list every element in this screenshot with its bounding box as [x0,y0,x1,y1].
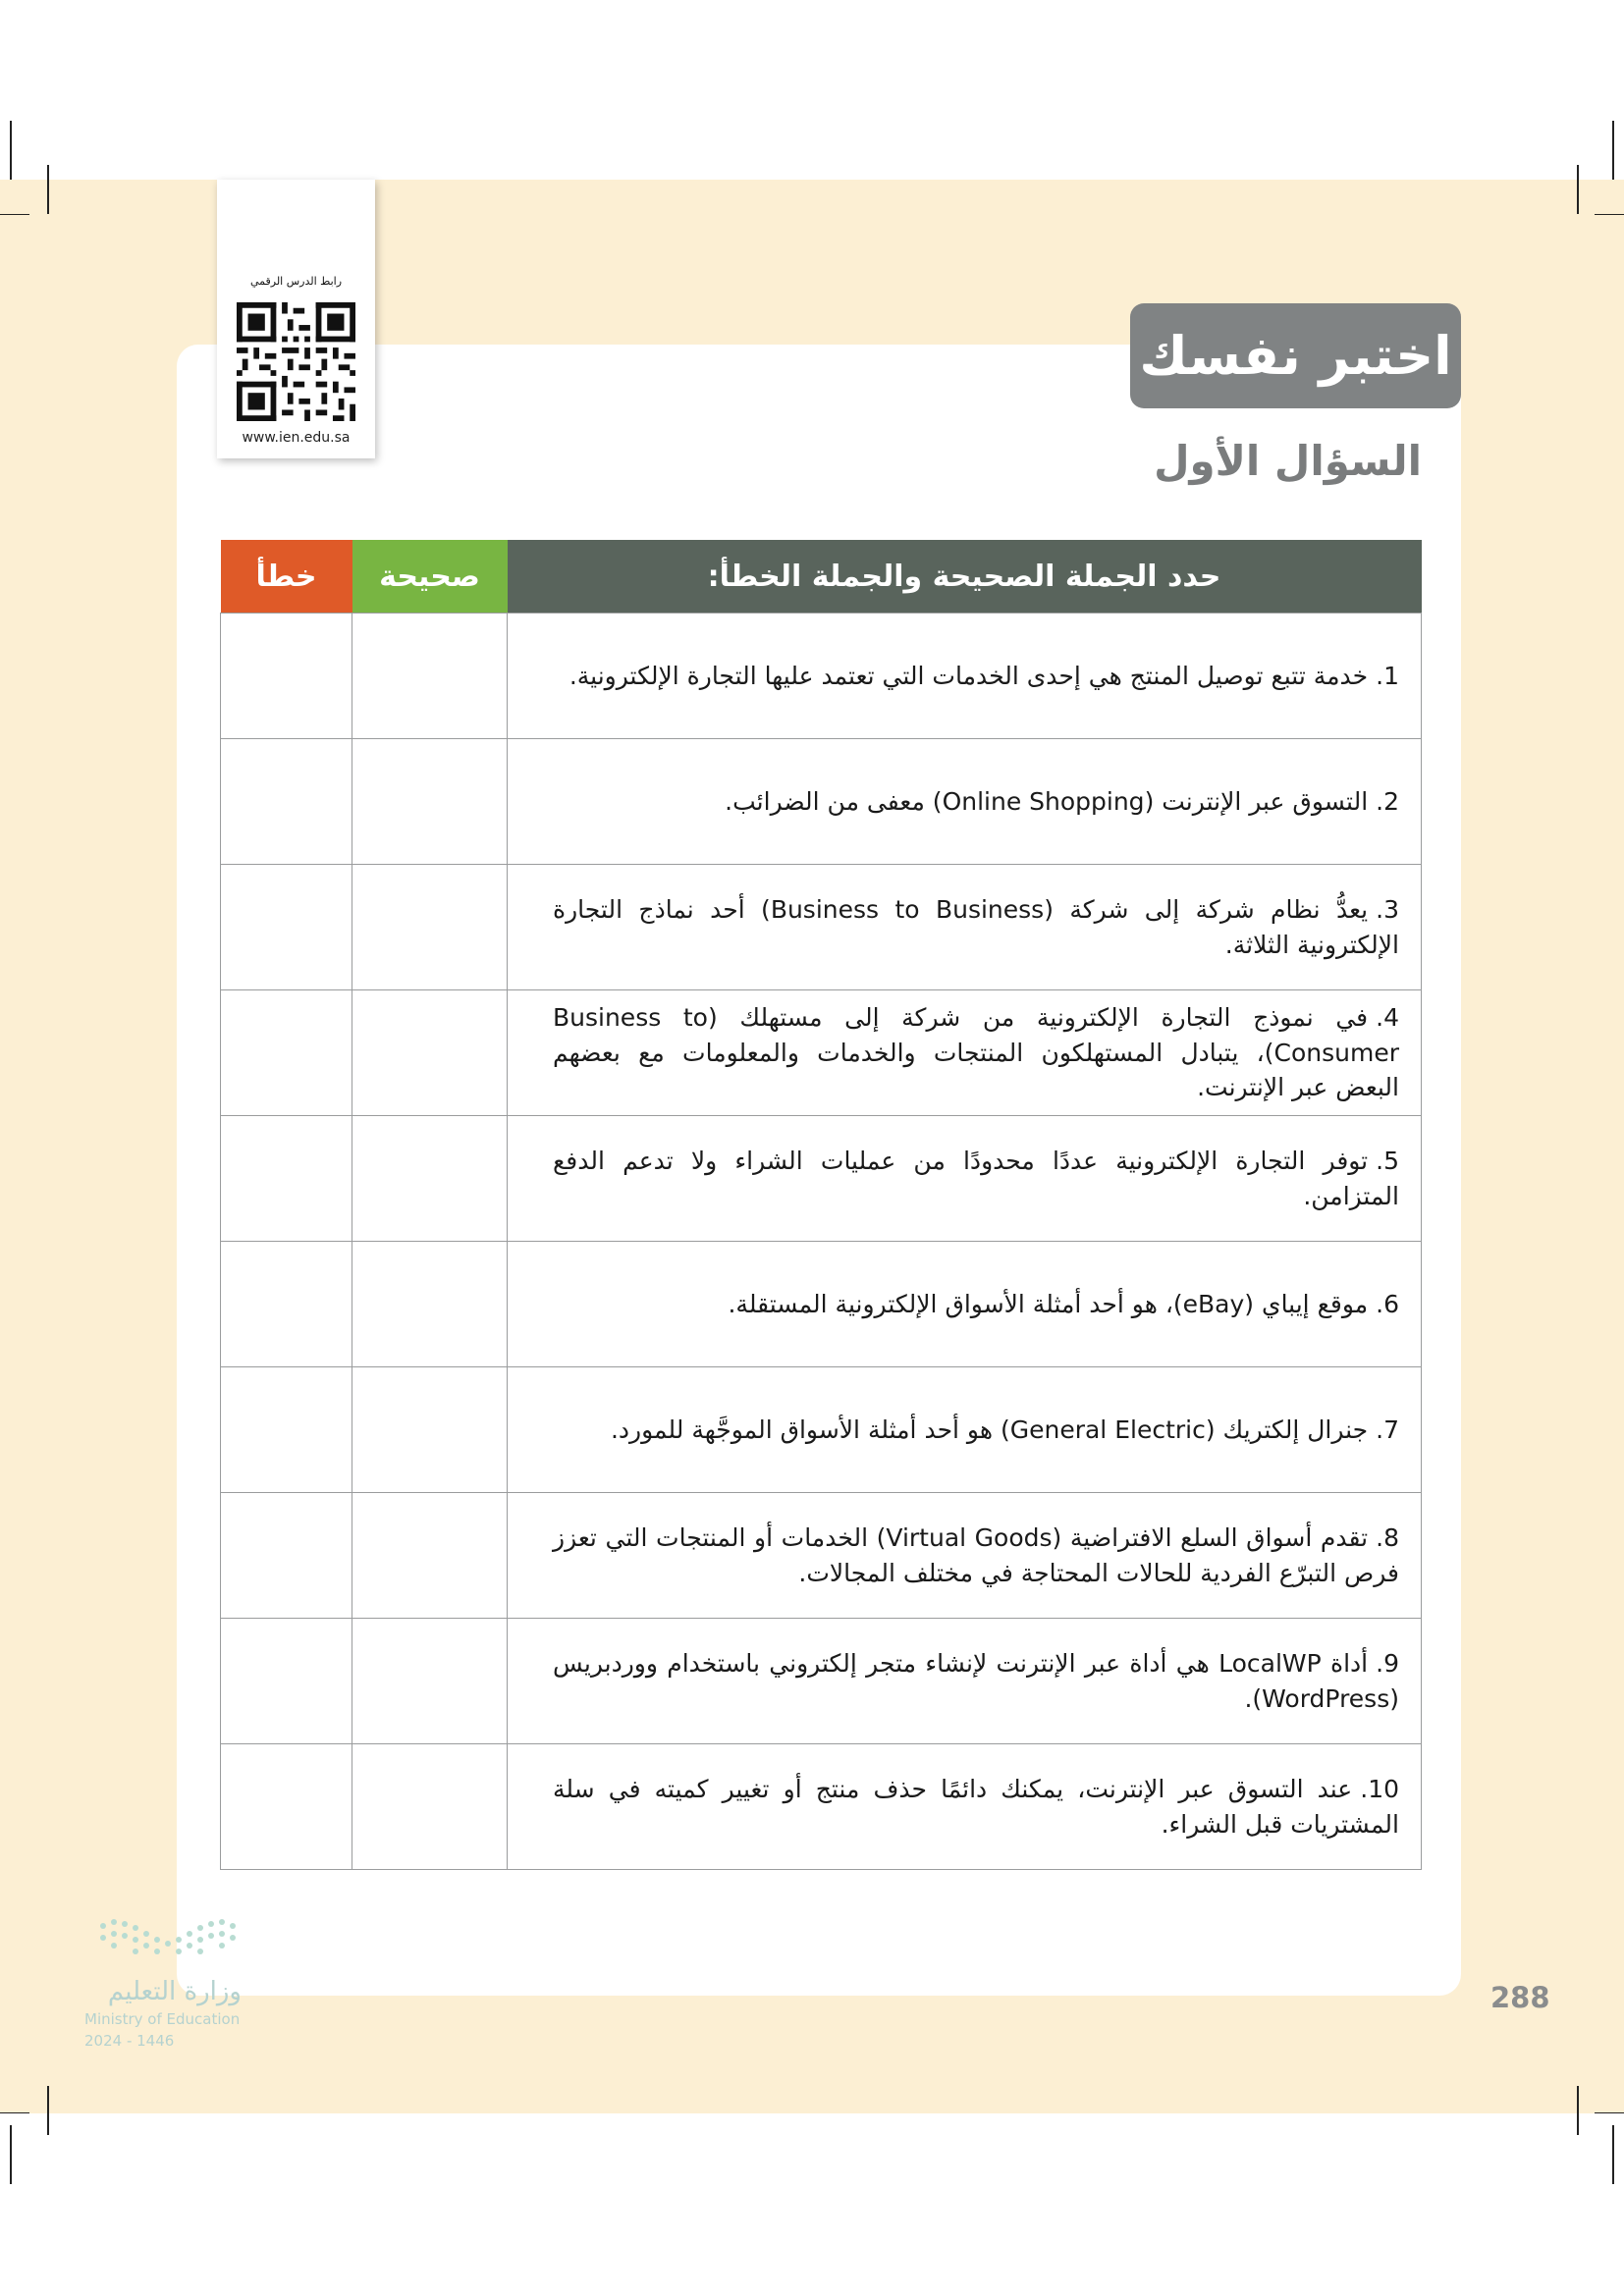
false-column-header: خطأ [221,540,352,614]
statement-number: 3. [1376,895,1400,924]
statement-cell [508,614,1422,739]
table-row [221,1116,1422,1242]
statement-number: 8. [1376,1523,1399,1552]
table-row [221,865,1422,990]
section-tag: اختبر نفسك [1130,303,1461,408]
crop-mark [47,2086,49,2135]
crop-mark [1612,121,1614,180]
crop-mark [1595,214,1624,215]
statement-number: 6. [1376,1289,1399,1318]
statement-cell [508,1116,1422,1242]
true-answer-cell[interactable] [352,1242,508,1367]
crop-mark [1612,2125,1614,2184]
statement-number: 9. [1376,1649,1399,1678]
statement-number: 5. [1376,1147,1399,1175]
statement-text: توفر التجارة الإلكترونية عددًا محدودًا من عمليات الشراء ولا تدعم الدفع المتزامن. [553,1147,1399,1210]
statement-cell [508,1493,1422,1619]
statement-text: تقدم أسواق السلع الافتراضية (Virtual Goods) الخدمات أو المنتجات التي تعزز فرص التبرّع الفردية للحالات المحتاجة في مختلف المجالات. [553,1523,1399,1587]
false-answer-cell[interactable] [221,865,352,990]
statement-text: عند التسوق عبر الإنترنت، يمكنك دائمًا حذف منتج أو تغيير كميته في سلة المشتريات قبل الشراء. [553,1775,1399,1839]
true-answer-cell[interactable] [352,1367,508,1493]
statement-cell [508,1619,1422,1744]
statement-text: جنرال إلكتريك (General Electric) هو أحد أمثلة الأسواق الموجَّهة للمورد. [610,1415,1369,1444]
table-row [221,1619,1422,1744]
table-row [221,1367,1422,1493]
true-answer-cell[interactable] [352,865,508,990]
crop-mark [1577,2086,1579,2135]
false-answer-cell[interactable] [221,614,352,739]
false-answer-cell[interactable] [221,990,352,1116]
false-answer-cell[interactable] [221,1367,352,1493]
ministry-name-ar: وزارة التعليم [107,1977,242,2006]
table-row [221,1744,1422,1870]
crop-mark [0,2112,29,2113]
table-row [221,1242,1422,1367]
question-title: السؤال الأول [1154,437,1422,485]
page-number: 288 [1490,1981,1550,2014]
true-answer-cell[interactable] [352,1744,508,1870]
crop-mark [0,214,29,215]
ministry-logo [84,1904,251,2061]
true-answer-cell[interactable] [352,1116,508,1242]
edition-year: 2024 - 1446 [84,2032,175,2050]
true-answer-cell[interactable] [352,614,508,739]
qr-code-card[interactable] [217,180,375,458]
qr-code-icon [237,302,355,421]
true-answer-cell[interactable] [352,1619,508,1744]
statement-number: 4. [1376,1003,1399,1033]
statement-number: 10. [1360,1775,1399,1803]
true-answer-cell[interactable] [352,739,508,865]
statement-text: موقع إيباي (eBay)، هو أحد أمثلة الأسواق الإلكترونية المستقلة. [728,1289,1369,1318]
instruction-header: حدد الجملة الصحيحة والجملة الخطأ: [508,540,1422,614]
statement-cell [508,739,1422,865]
statement-cell [508,1744,1422,1870]
false-answer-cell[interactable] [221,739,352,865]
statement-cell [508,1242,1422,1367]
statement-cell [508,1367,1422,1493]
statement-number: 2. [1376,786,1399,816]
statement-number: 1. [1376,661,1399,690]
true-false-table [220,540,1422,1870]
crop-mark [1577,165,1579,214]
statement-text: يعدُّ نظام شركة إلى شركة (Business to Business) أحد نماذج التجارة الإلكترونية الثلاثة. [553,895,1399,959]
statement-number: 7. [1376,1415,1399,1444]
true-answer-cell[interactable] [352,1493,508,1619]
statement-text: خدمة تتبع توصيل المنتج هي إحدى الخدمات التي تعتمد عليها التجارة الإلكترونية. [568,661,1369,690]
ministry-name-en: Ministry of Education [84,2010,241,2028]
table-header-row [221,540,1422,614]
statement-cell [508,990,1422,1116]
statement-text: في نموذج التجارة الإلكترونية من شركة إلى مستهلك (Business to Consumer)، يتبادل المستهلكون المنتجات والخدمات والمعلومات مع بعضهم البعض عبر الإنترنت. [553,1003,1399,1102]
true-answer-cell[interactable] [352,990,508,1116]
true-column-header: صحيحة [352,540,508,614]
false-answer-cell[interactable] [221,1619,352,1744]
statement-text: التسوق عبر الإنترنت (Online Shopping) معفى من الضرائب. [725,786,1369,816]
crop-mark [10,2125,12,2184]
crop-mark [47,165,49,214]
ministry-dots-icon [84,1904,251,1963]
statement-text: أداة LocalWP هي أداة عبر الإنترنت لإنشاء متجر إلكتروني باستخدام ووردبريس (WordPress). [553,1649,1399,1713]
qr-url[interactable]: www.ien.edu.sa [242,430,351,446]
table-row [221,739,1422,865]
false-answer-cell[interactable] [221,1744,352,1870]
table-row [221,1493,1422,1619]
false-answer-cell[interactable] [221,1493,352,1619]
crop-mark [1595,2112,1624,2113]
table-row [221,990,1422,1116]
false-answer-cell[interactable] [221,1242,352,1367]
qr-label: رابط الدرس الرقمي [249,275,343,288]
table-row [221,614,1422,739]
crop-mark [10,121,12,180]
statement-cell [508,865,1422,990]
false-answer-cell[interactable] [221,1116,352,1242]
